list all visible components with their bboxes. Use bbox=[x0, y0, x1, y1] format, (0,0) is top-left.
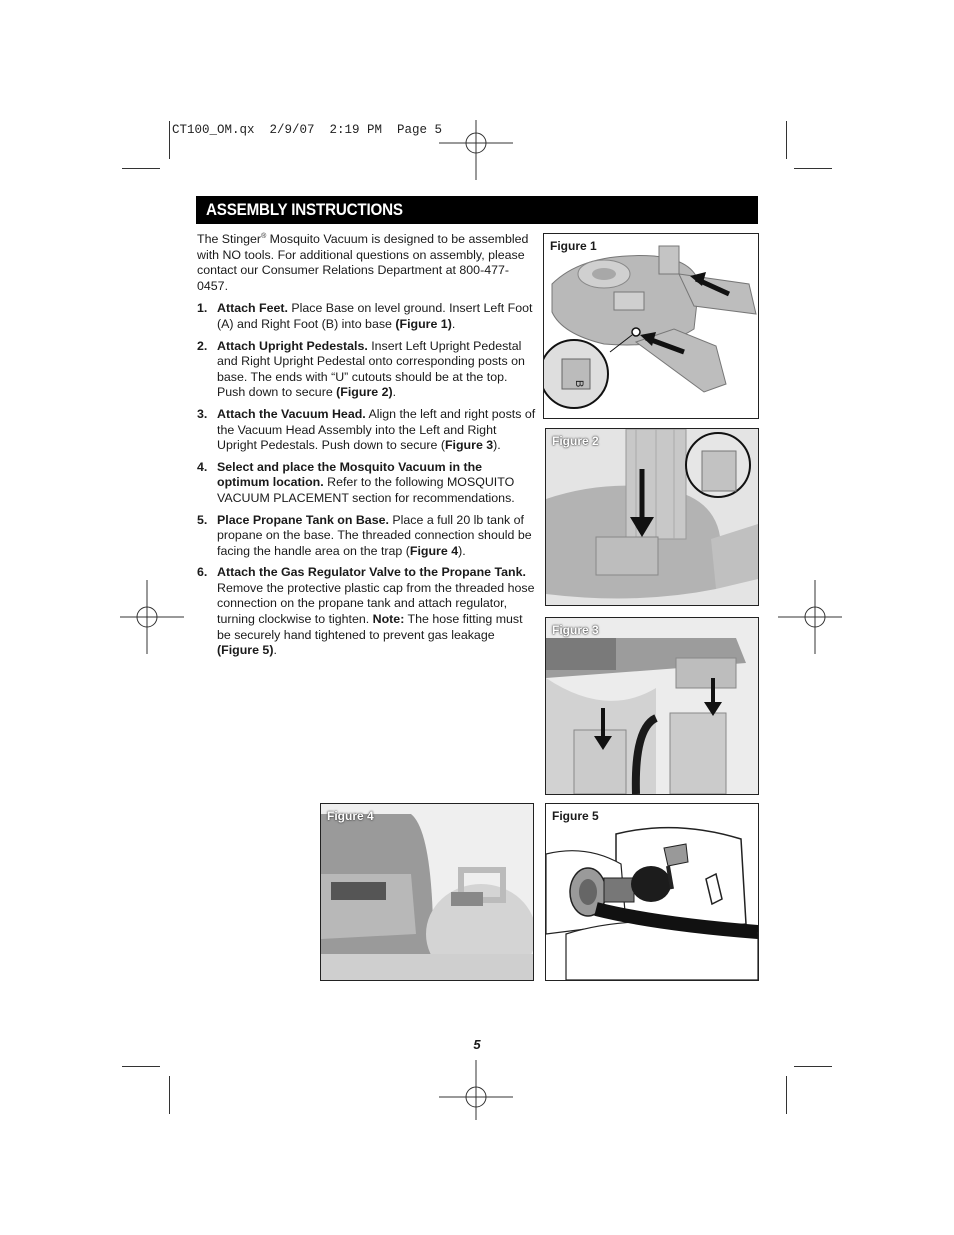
figure-4 bbox=[320, 803, 534, 981]
registration-mark-top bbox=[439, 106, 513, 180]
figure-3 bbox=[545, 617, 759, 795]
crop-mark bbox=[786, 121, 787, 159]
figure-5-caption: Figure 5 bbox=[552, 809, 599, 823]
step-item: 2. Attach Upright Pedestals. Insert Left Upright Pedestal and Right Upright Pedestal onto corresponding posts on base. The ends with “U” cutouts should be at the top. Push down to secure (Figure 2). bbox=[197, 338, 525, 400]
figure-4-illustration bbox=[321, 804, 533, 980]
step-item: 4. Select and place the Mosquito Vacuum in the optimum location. Refer to the following MOSQUITO VACUUM PLACEMENT section for recommendations. bbox=[197, 459, 515, 505]
figure-3-caption: Figure 3 bbox=[552, 623, 599, 637]
crop-mark bbox=[122, 1066, 160, 1067]
registration-mark-bottom bbox=[439, 1060, 513, 1134]
page-number: 5 bbox=[473, 1037, 481, 1052]
figure-2-illustration bbox=[546, 429, 758, 605]
figure-1 bbox=[543, 233, 759, 419]
figure-2 bbox=[545, 428, 759, 606]
figure-2-caption: Figure 2 bbox=[552, 434, 599, 448]
crop-mark bbox=[169, 1076, 170, 1114]
figure-5 bbox=[545, 803, 759, 981]
step-item: 6. Attach the Gas Regulator Valve to the Propane Tank. Remove the protective plastic cap from the threaded hose connection on the propane tank and attach regulator, turning clockwise to tighten. Note: The hose fitting must be securely hand tightened to prevent gas leakage (Figure 5). bbox=[197, 565, 535, 658]
registration-mark-right bbox=[778, 580, 852, 654]
figure-4-caption: Figure 4 bbox=[327, 809, 374, 823]
crop-mark bbox=[794, 168, 832, 169]
figure-1-illustration bbox=[544, 234, 758, 418]
crop-mark bbox=[794, 1066, 832, 1067]
registration-mark-left bbox=[110, 580, 184, 654]
step-item: 3. Attach the Vacuum Head. Align the left and right posts of the Vacuum Head Assembly into the Left and Right Upright Pedestals. Push down to secure (Figure 3). bbox=[197, 406, 536, 453]
crop-mark bbox=[122, 168, 160, 169]
figure-1-caption: Figure 1 bbox=[550, 239, 597, 253]
intro-paragraph: The Stinger® Mosquito Vacuum is designed to be assembled with NO tools. For additional questions on assembly, please contact our Consumer Relations Department at 800-477-0457. bbox=[197, 232, 529, 293]
figure-3-illustration bbox=[546, 618, 758, 794]
step-item: 5. Place Propane Tank on Base. Place a full 20 lb tank of propane on the base. The threaded connection should be facing the handle area on the trap (Figure 4). bbox=[197, 512, 532, 558]
crop-mark bbox=[786, 1076, 787, 1114]
step-item: 1. Attach Feet. Place Base on level ground. Insert Left Foot (A) and Right Foot (B) into base (Figure 1). bbox=[197, 301, 533, 331]
assembly-steps bbox=[197, 301, 537, 658]
inset-label: B bbox=[573, 380, 585, 388]
printer-slug: CT100_OM.qx 2/9/07 2:19 PM Page 5 bbox=[172, 123, 443, 137]
figure-5-illustration bbox=[546, 804, 758, 980]
crop-mark bbox=[169, 121, 170, 159]
section-header bbox=[196, 196, 758, 224]
section-title: ASSEMBLY INSTRUCTIONS bbox=[206, 201, 403, 219]
instructions-text bbox=[197, 232, 537, 665]
